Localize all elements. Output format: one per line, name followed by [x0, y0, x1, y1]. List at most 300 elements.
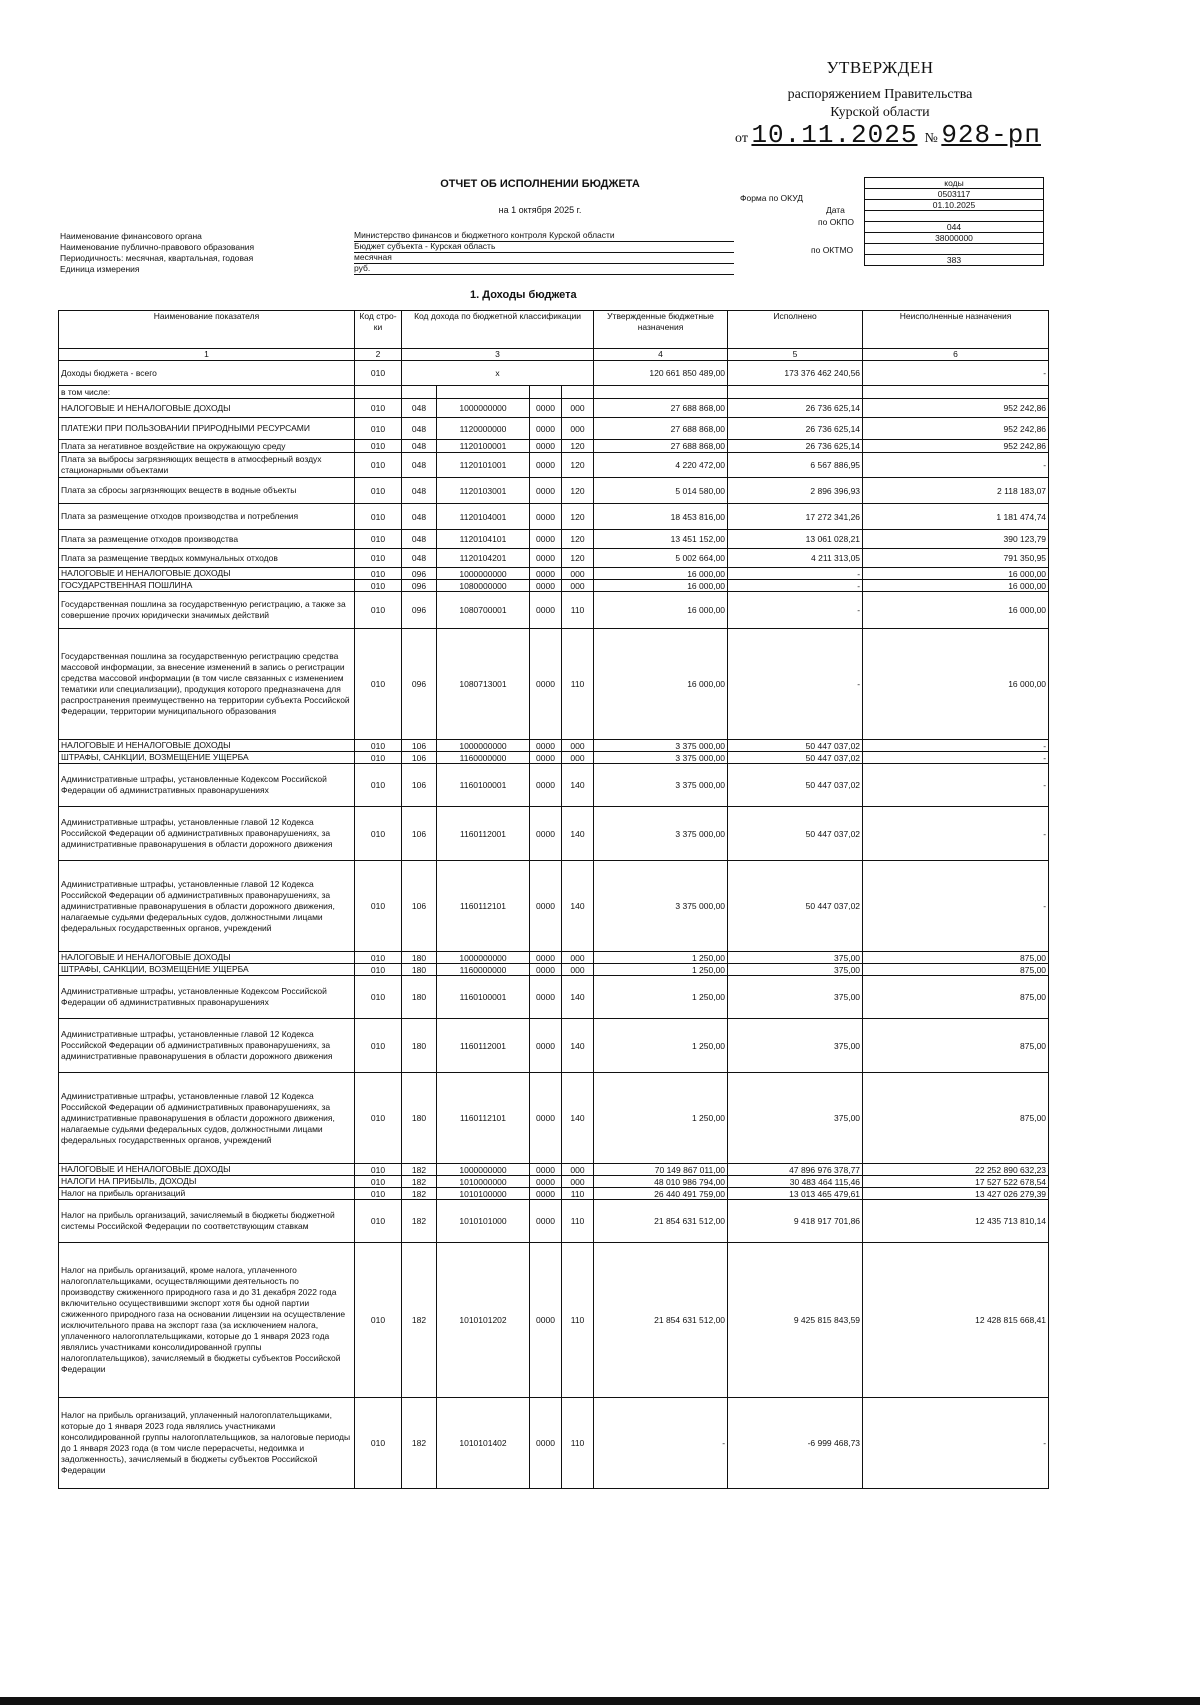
table-row [59, 976, 1049, 1019]
column-number-row [59, 349, 1049, 361]
row-unexecuted: 1 181 474,74 [863, 504, 1049, 530]
row-admin-code: 048 [402, 478, 437, 504]
row-approved: 3 375 000,00 [594, 740, 728, 752]
row-executed: 26 736 625,14 [728, 418, 863, 440]
row-unexecuted: 17 527 522 678,54 [863, 1176, 1049, 1188]
row-executed: 50 447 037,02 [728, 807, 863, 861]
row-unexecuted: - [863, 740, 1049, 752]
row-line-code: 010 [355, 453, 402, 478]
row-approved: 27 688 868,00 [594, 440, 728, 453]
okpo-code [865, 211, 1044, 222]
col-executed-header: Исполнено [728, 311, 863, 349]
row-kosgu-code: 110 [562, 629, 594, 740]
row-approved: 16 000,00 [594, 629, 728, 740]
row-name: Административные штрафы, установленные главой 12 Кодекса Российской Федерации об административных правонарушениях, за административные правонарушения в области дорожного движения [59, 807, 355, 861]
row-admin-code: 048 [402, 418, 437, 440]
row-kosgu-code: 120 [562, 530, 594, 549]
row-unexecuted: - [863, 1398, 1049, 1489]
row-program-code: 0000 [530, 418, 562, 440]
row-name: Государственная пошлина за государственную регистрацию средства массовой информации, за внесение изменений в запись о регистрации средства массовой информации (в том числе связанных с изменением тематики или специализации), продукция которого предназначена для распространения преимущественно на территории субъекта Российской Федерации, территории муниципального образования [59, 629, 355, 740]
table-row [59, 1398, 1049, 1489]
row-admin-code: 182 [402, 1176, 437, 1188]
total-line: 010 [355, 361, 402, 386]
row-executed: 13 061 028,21 [728, 530, 863, 549]
row-name: Административные штрафы, установленные главой 12 Кодекса Российской Федерации об административных правонарушениях, за административные правонарушения в области дорожного движения, налагаемые судьями федеральных судов, должностными лицами федеральных государственных органов, учреждений [59, 1073, 355, 1164]
row-program-code: 0000 [530, 740, 562, 752]
row-name: Плата за размещение отходов производства и потребления [59, 504, 355, 530]
row-approved: 13 451 152,00 [594, 530, 728, 549]
row-unexecuted: 22 252 890 632,23 [863, 1164, 1049, 1176]
report-title: ОТЧЕТ ОБ ИСПОЛНЕНИИ БЮДЖЕТА [440, 178, 640, 190]
row-income-code: 1010000000 [437, 1176, 530, 1188]
row-approved: 1 250,00 [594, 1073, 728, 1164]
table-row [59, 629, 1049, 740]
unit-code: 383 [865, 255, 1044, 266]
row-approved: 5 014 580,00 [594, 478, 728, 504]
okpo-label: по ОКПО [818, 217, 854, 227]
row-income-code: 1120104101 [437, 530, 530, 549]
row-approved: 1 250,00 [594, 964, 728, 976]
date-label: Дата [826, 205, 845, 215]
row-admin-code: 048 [402, 530, 437, 549]
fin-org-label: Наименование финансового органа [60, 231, 202, 241]
approval-line-1: распоряжением Правительства [787, 87, 973, 102]
row-admin-code: 180 [402, 1019, 437, 1073]
table-row [59, 453, 1049, 478]
row-line-code: 010 [355, 549, 402, 568]
row-admin-code: 048 [402, 440, 437, 453]
number-prefix: № [924, 131, 938, 146]
row-program-code: 0000 [530, 976, 562, 1019]
row-executed: - [728, 629, 863, 740]
scan-bottom-edge [0, 1697, 1200, 1705]
col-approved-header: Утвержденные бюджетные назначения [594, 311, 728, 349]
entity-label: Наименование публично-правового образования [60, 242, 255, 252]
row-admin-code: 182 [402, 1398, 437, 1489]
row-kosgu-code: 140 [562, 1019, 594, 1073]
row-admin-code: 182 [402, 1243, 437, 1398]
row-line-code: 010 [355, 861, 402, 952]
okud-code: 0503117 [865, 189, 1044, 200]
row-income-code: 1160112001 [437, 1019, 530, 1073]
row-name: НАЛОГОВЫЕ И НЕНАЛОГОВЫЕ ДОХОДЫ [59, 399, 355, 418]
row-admin-code: 180 [402, 976, 437, 1019]
row-name: Плата за размещение отходов производства [59, 530, 355, 549]
row-line-code: 010 [355, 1019, 402, 1073]
row-kosgu-code: 120 [562, 549, 594, 568]
row-program-code: 0000 [530, 1188, 562, 1200]
row-kosgu-code: 000 [562, 399, 594, 418]
total-name: Доходы бюджета - всего [59, 361, 355, 386]
row-approved: 3 375 000,00 [594, 861, 728, 952]
row-approved: - [594, 1398, 728, 1489]
approval-stamp [700, 58, 1060, 122]
row-line-code: 010 [355, 1398, 402, 1489]
row-program-code: 0000 [530, 1164, 562, 1176]
report-date: на 1 октября 2025 г. [498, 205, 582, 215]
table-row [59, 764, 1049, 807]
row-admin-code: 180 [402, 1073, 437, 1164]
row-name: Административные штрафы, установленные главой 12 Кодекса Российской Федерации об административных правонарушениях, за административные правонарушения в области дорожного движения [59, 1019, 355, 1073]
blank-code [865, 244, 1044, 255]
section-title: 1. Доходы бюджета [470, 289, 577, 301]
table-row [59, 1243, 1049, 1398]
row-executed: 26 736 625,14 [728, 399, 863, 418]
approval-line-2: Курской области [830, 105, 930, 120]
entity-value: Бюджет субъекта - Курская область [354, 241, 734, 253]
row-unexecuted: 952 242,86 [863, 440, 1049, 453]
row-program-code: 0000 [530, 1019, 562, 1073]
table-row [59, 861, 1049, 952]
row-line-code: 010 [355, 580, 402, 592]
row-kosgu-code: 000 [562, 952, 594, 964]
row-approved: 3 375 000,00 [594, 807, 728, 861]
row-kosgu-code: 140 [562, 861, 594, 952]
row-program-code: 0000 [530, 752, 562, 764]
row-unexecuted: 16 000,00 [863, 629, 1049, 740]
row-program-code: 0000 [530, 1176, 562, 1188]
row-program-code: 0000 [530, 504, 562, 530]
row-approved: 5 002 664,00 [594, 549, 728, 568]
order-number: 928-рп [941, 120, 1041, 150]
row-name: НАЛОГИ НА ПРИБЫЛЬ, ДОХОДЫ [59, 1176, 355, 1188]
codes-title: коды [865, 178, 1044, 189]
table-row [59, 549, 1049, 568]
row-name: Налог на прибыль организаций, уплаченный налогоплательщиками, которые до 1 января 2023 года являлись участниками консолидированной группы налогоплательщиков, за налоговые периоды до 1 января 2023 года (в том числе перерасчеты, недоимка и задолженность), зачисляемый в бюджеты субъектов Российской Федерации [59, 1398, 355, 1489]
row-income-code: 1160100001 [437, 976, 530, 1019]
table-row [59, 1176, 1049, 1188]
period-value: месячная [354, 252, 734, 264]
row-line-code: 010 [355, 1243, 402, 1398]
table-header-row [59, 311, 1049, 349]
table-row [59, 1019, 1049, 1073]
row-income-code: 1080713001 [437, 629, 530, 740]
total-kbk: x [402, 361, 594, 386]
col-number-3: 3 [402, 349, 594, 361]
table-row [59, 952, 1049, 964]
row-unexecuted: 16 000,00 [863, 568, 1049, 580]
row-name: Плата за размещение твердых коммунальных отходов [59, 549, 355, 568]
col-number-4: 4 [594, 349, 728, 361]
row-kosgu-code: 110 [562, 1200, 594, 1243]
row-name: Налог на прибыль организаций, кроме налога, уплаченного налогоплательщиками, осуществляющими деятельность по производству сжиженного природного газа и до 31 декабря 2022 года включительно осуществившими экспорт хотя бы одной партии сжиженного природного газа на основании лицензии на осуществление исключительного права на экспорт газа (за исключением налога, уплаченного налогоплательщиками, которые до 1 января 2023 года являлись участниками консолидированной группы налогоплательщиков), зачисляемый в бюджеты субъектов Российской Федерации [59, 1243, 355, 1398]
row-kosgu-code: 000 [562, 580, 594, 592]
unit-label: Единица измерения [60, 264, 140, 274]
row-name: НАЛОГОВЫЕ И НЕНАЛОГОВЫЕ ДОХОДЫ [59, 952, 355, 964]
row-income-code: 1000000000 [437, 568, 530, 580]
row-executed: 47 896 976 378,77 [728, 1164, 863, 1176]
row-program-code: 0000 [530, 592, 562, 629]
row-program-code: 0000 [530, 568, 562, 580]
row-executed: 2 896 396,93 [728, 478, 863, 504]
row-line-code: 010 [355, 440, 402, 453]
row-name: ГОСУДАРСТВЕННАЯ ПОШЛИНА [59, 580, 355, 592]
row-executed: 375,00 [728, 952, 863, 964]
table-row [59, 1200, 1049, 1243]
row-admin-code: 106 [402, 807, 437, 861]
row-line-code: 010 [355, 629, 402, 740]
row-program-code: 0000 [530, 1200, 562, 1243]
row-unexecuted: - [863, 453, 1049, 478]
table-row [59, 418, 1049, 440]
col-name-header: Наименование показателя [59, 311, 355, 349]
order-date: 10.11.2025 [751, 120, 918, 150]
row-executed: 50 447 037,02 [728, 740, 863, 752]
row-approved: 48 010 986 794,00 [594, 1176, 728, 1188]
row-executed: 375,00 [728, 964, 863, 976]
row-executed: 4 211 313,05 [728, 549, 863, 568]
table-row [59, 478, 1049, 504]
row-income-code: 1120000000 [437, 418, 530, 440]
row-approved: 26 440 491 759,00 [594, 1188, 728, 1200]
row-admin-code: 096 [402, 580, 437, 592]
row-line-code: 010 [355, 478, 402, 504]
row-name: НАЛОГОВЫЕ И НЕНАЛОГОВЫЕ ДОХОДЫ [59, 1164, 355, 1176]
date-code: 01.10.2025 [865, 200, 1044, 211]
row-program-code: 0000 [530, 440, 562, 453]
row-kosgu-code: 000 [562, 964, 594, 976]
row-admin-code: 048 [402, 504, 437, 530]
row-unexecuted: - [863, 764, 1049, 807]
row-unexecuted: 2 118 183,07 [863, 478, 1049, 504]
row-admin-code: 180 [402, 952, 437, 964]
row-executed: 375,00 [728, 1073, 863, 1164]
row-income-code: 1120100001 [437, 440, 530, 453]
row-line-code: 010 [355, 504, 402, 530]
row-income-code: 1000000000 [437, 1164, 530, 1176]
row-name: Налог на прибыль организаций, зачисляемый в бюджеты бюджетной системы Российской Федерации по соответствующим ставкам [59, 1200, 355, 1243]
row-line-code: 010 [355, 964, 402, 976]
oktmo-code: 38000000 [865, 233, 1044, 244]
table-row [59, 399, 1049, 418]
row-executed: 26 736 625,14 [728, 440, 863, 453]
row-kosgu-code: 000 [562, 752, 594, 764]
including-row [59, 386, 1049, 399]
row-program-code: 0000 [530, 399, 562, 418]
col-unexecuted-header: Неисполненные назначения [863, 311, 1049, 349]
row-income-code: 1000000000 [437, 740, 530, 752]
row-program-code: 0000 [530, 453, 562, 478]
row-line-code: 010 [355, 530, 402, 549]
row-executed: - [728, 568, 863, 580]
table-row [59, 504, 1049, 530]
revenue-table [58, 310, 1049, 1489]
row-approved: 27 688 868,00 [594, 418, 728, 440]
row-kosgu-code: 000 [562, 1176, 594, 1188]
date-prefix: от [735, 131, 748, 146]
row-program-code: 0000 [530, 530, 562, 549]
row-admin-code: 182 [402, 1164, 437, 1176]
row-unexecuted: 875,00 [863, 952, 1049, 964]
row-admin-code: 048 [402, 399, 437, 418]
row-line-code: 010 [355, 976, 402, 1019]
row-program-code: 0000 [530, 964, 562, 976]
row-executed: 13 013 465 479,61 [728, 1188, 863, 1200]
row-executed: - [728, 592, 863, 629]
row-name: Административные штрафы, установленные Кодексом Российской Федерации об административных правонарушениях [59, 976, 355, 1019]
row-line-code: 010 [355, 752, 402, 764]
row-income-code: 1000000000 [437, 952, 530, 964]
row-program-code: 0000 [530, 1073, 562, 1164]
row-unexecuted: 875,00 [863, 964, 1049, 976]
col-kbk-header: Код дохода по бюджетной классификации [402, 311, 594, 349]
row-income-code: 1120104201 [437, 549, 530, 568]
table-row [59, 1188, 1049, 1200]
row-unexecuted: 952 242,86 [863, 418, 1049, 440]
row-executed: 50 447 037,02 [728, 861, 863, 952]
row-name: Налог на прибыль организаций [59, 1188, 355, 1200]
row-approved: 27 688 868,00 [594, 399, 728, 418]
row-unexecuted: 875,00 [863, 1019, 1049, 1073]
row-executed: 6 567 886,95 [728, 453, 863, 478]
unit-value: руб. [354, 263, 734, 275]
row-admin-code: 180 [402, 964, 437, 976]
row-approved: 1 250,00 [594, 1019, 728, 1073]
row-executed: 50 447 037,02 [728, 764, 863, 807]
row-kosgu-code: 110 [562, 1243, 594, 1398]
row-name: Государственная пошлина за государственную регистрацию, а также за совершение прочих юридически значимых действий [59, 592, 355, 629]
row-executed: 9 418 917 701,86 [728, 1200, 863, 1243]
total-executed: 173 376 462 240,56 [728, 361, 863, 386]
row-kosgu-code: 000 [562, 740, 594, 752]
row-program-code: 0000 [530, 549, 562, 568]
row-income-code: 1000000000 [437, 399, 530, 418]
row-line-code: 010 [355, 764, 402, 807]
row-approved: 1 250,00 [594, 952, 728, 964]
row-line-code: 010 [355, 1176, 402, 1188]
row-line-code: 010 [355, 1188, 402, 1200]
table-row [59, 580, 1049, 592]
row-executed: 375,00 [728, 976, 863, 1019]
col-code-header: Код стро-ки [355, 311, 402, 349]
row-unexecuted: 791 350,95 [863, 549, 1049, 568]
fin-org-value: Министерство финансов и бюджетного контроля Курской области [354, 230, 734, 242]
row-admin-code: 096 [402, 592, 437, 629]
row-name: Плата за сбросы загрязняющих веществ в водные объекты [59, 478, 355, 504]
row-approved: 1 250,00 [594, 976, 728, 1019]
row-kosgu-code: 120 [562, 478, 594, 504]
row-unexecuted: 875,00 [863, 976, 1049, 1019]
row-program-code: 0000 [530, 1398, 562, 1489]
row-executed: 9 425 815 843,59 [728, 1243, 863, 1398]
row-income-code: 1010101202 [437, 1243, 530, 1398]
row-name: Плата за негативное воздействие на окружающую среду [59, 440, 355, 453]
row-income-code: 1120104001 [437, 504, 530, 530]
row-income-code: 1160100001 [437, 764, 530, 807]
row-admin-code: 106 [402, 752, 437, 764]
oktmo-label: по ОКТМО [811, 245, 854, 255]
row-line-code: 010 [355, 418, 402, 440]
col-number-5: 5 [728, 349, 863, 361]
row-name: Административные штрафы, установленные Кодексом Российской Федерации об административных правонарушениях [59, 764, 355, 807]
table-row [59, 807, 1049, 861]
table-row [59, 530, 1049, 549]
row-income-code: 1010101402 [437, 1398, 530, 1489]
okud-label: Форма по ОКУД [740, 193, 803, 203]
row-line-code: 010 [355, 952, 402, 964]
row-income-code: 1080700001 [437, 592, 530, 629]
row-program-code: 0000 [530, 861, 562, 952]
row-admin-code: 096 [402, 629, 437, 740]
row-program-code: 0000 [530, 629, 562, 740]
row-kosgu-code: 110 [562, 1188, 594, 1200]
row-unexecuted: - [863, 752, 1049, 764]
table-row [59, 1164, 1049, 1176]
row-line-code: 010 [355, 1073, 402, 1164]
row-kosgu-code: 120 [562, 440, 594, 453]
table-row [59, 1073, 1049, 1164]
row-executed: 30 483 464 115,46 [728, 1176, 863, 1188]
row-program-code: 0000 [530, 478, 562, 504]
row-name: Административные штрафы, установленные главой 12 Кодекса Российской Федерации об административных правонарушениях, за административные правонарушения в области дорожного движения, налагаемые судьями федеральных судов, должностными лицами федеральных государственных органов, учреждений [59, 861, 355, 952]
table-row [59, 440, 1049, 453]
row-approved: 21 854 631 512,00 [594, 1243, 728, 1398]
row-name: ШТРАФЫ, САНКЦИИ, ВОЗМЕЩЕНИЕ УЩЕРБА [59, 964, 355, 976]
row-kosgu-code: 140 [562, 764, 594, 807]
row-line-code: 010 [355, 740, 402, 752]
row-program-code: 0000 [530, 952, 562, 964]
row-unexecuted: 16 000,00 [863, 580, 1049, 592]
row-name: ПЛАТЕЖИ ПРИ ПОЛЬЗОВАНИИ ПРИРОДНЫМИ РЕСУРСАМИ [59, 418, 355, 440]
row-name: ШТРАФЫ, САНКЦИИ, ВОЗМЕЩЕНИЕ УЩЕРБА [59, 752, 355, 764]
table-row [59, 568, 1049, 580]
row-executed: 375,00 [728, 1019, 863, 1073]
row-approved: 16 000,00 [594, 568, 728, 580]
row-unexecuted: 12 435 713 810,14 [863, 1200, 1049, 1243]
row-approved: 3 375 000,00 [594, 752, 728, 764]
row-line-code: 010 [355, 807, 402, 861]
row-executed: -6 999 468,73 [728, 1398, 863, 1489]
codes-table [864, 177, 1044, 266]
row-line-code: 010 [355, 399, 402, 418]
row-unexecuted: 390 123,79 [863, 530, 1049, 549]
row-name: НАЛОГОВЫЕ И НЕНАЛОГОВЫЕ ДОХОДЫ [59, 740, 355, 752]
row-kosgu-code: 000 [562, 568, 594, 580]
row-kosgu-code: 000 [562, 418, 594, 440]
row-income-code: 1160112101 [437, 1073, 530, 1164]
row-approved: 16 000,00 [594, 592, 728, 629]
row-kosgu-code: 120 [562, 504, 594, 530]
row-program-code: 0000 [530, 764, 562, 807]
row-executed: 50 447 037,02 [728, 752, 863, 764]
row-executed: 17 272 341,26 [728, 504, 863, 530]
row-kosgu-code: 000 [562, 1164, 594, 1176]
row-kosgu-code: 110 [562, 1398, 594, 1489]
row-unexecuted: - [863, 807, 1049, 861]
row-line-code: 010 [355, 592, 402, 629]
period-label: Периодичность: месячная, квартальная, годовая [60, 253, 254, 263]
row-kosgu-code: 110 [562, 592, 594, 629]
row-kosgu-code: 120 [562, 453, 594, 478]
row-line-code: 010 [355, 1164, 402, 1176]
row-income-code: 1010101000 [437, 1200, 530, 1243]
row-approved: 3 375 000,00 [594, 764, 728, 807]
row-income-code: 1080000000 [437, 580, 530, 592]
total-row [59, 361, 1049, 386]
row-approved: 18 453 816,00 [594, 504, 728, 530]
col-number-1: 1 [59, 349, 355, 361]
row-approved: 16 000,00 [594, 580, 728, 592]
table-row [59, 964, 1049, 976]
row-kosgu-code: 140 [562, 976, 594, 1019]
row-unexecuted: 12 428 815 668,41 [863, 1243, 1049, 1398]
glava-code: 044 [865, 222, 1044, 233]
row-name: НАЛОГОВЫЕ И НЕНАЛОГОВЫЕ ДОХОДЫ [59, 568, 355, 580]
row-income-code: 1160112001 [437, 807, 530, 861]
row-unexecuted: 875,00 [863, 1073, 1049, 1164]
row-line-code: 010 [355, 1200, 402, 1243]
row-approved: 70 149 867 011,00 [594, 1164, 728, 1176]
